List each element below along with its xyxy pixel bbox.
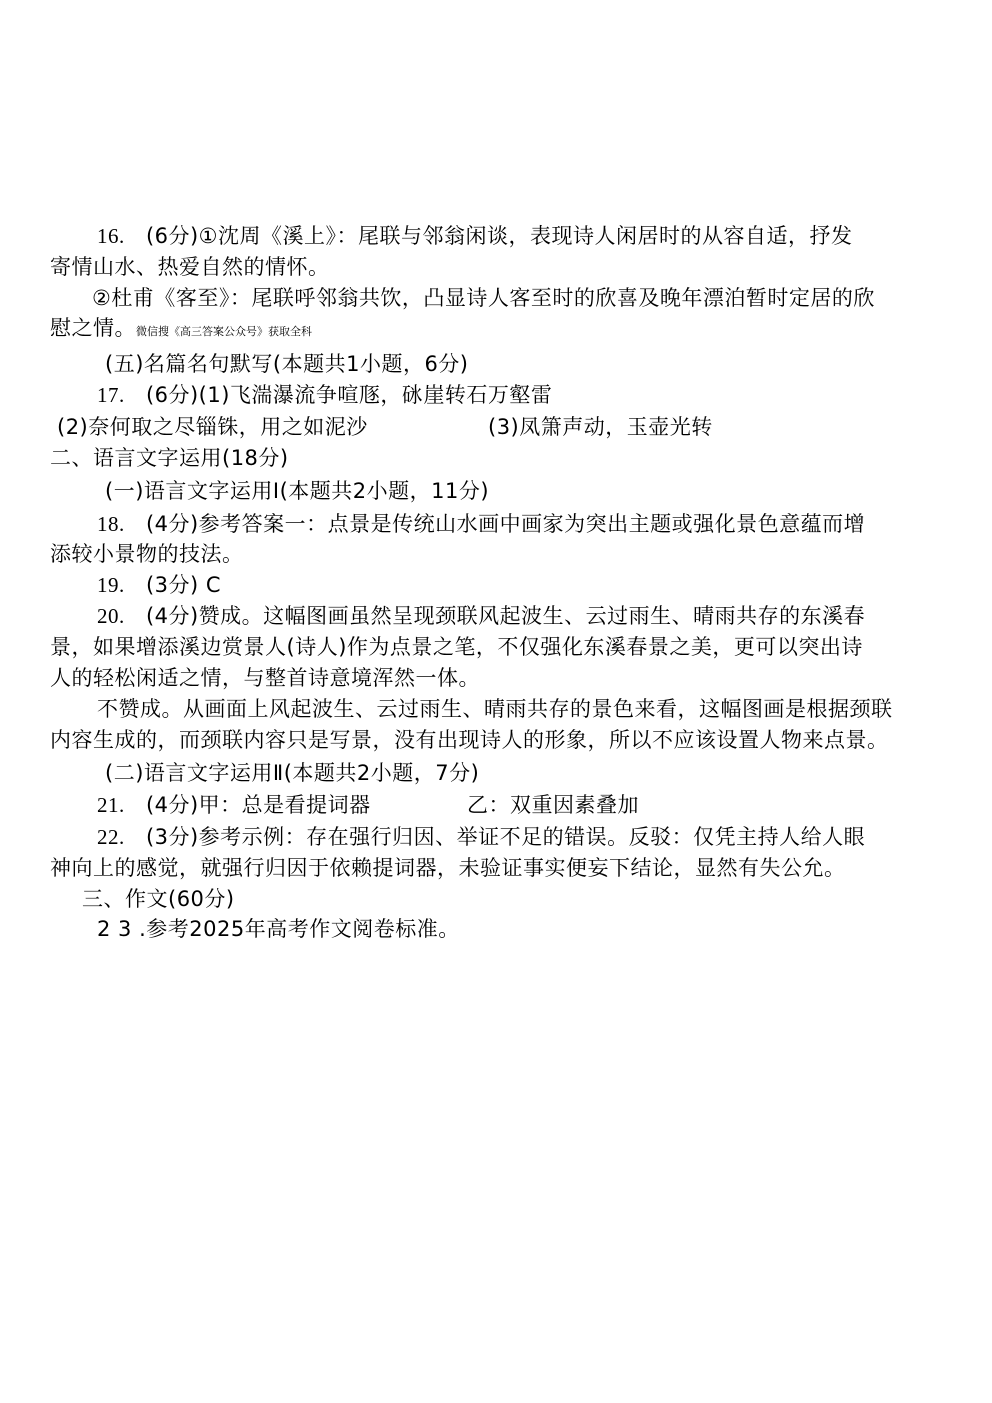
part-2-sub-2: (二)语言文字运用Ⅱ(本题共2小题，7分): [105, 761, 480, 785]
q16-text: (6分)①沈周《溪上》：尾联与邻翁闲谈，表现诗人闲居时的从容自适，抒发: [145, 224, 853, 248]
q16-number: 16.: [97, 224, 125, 248]
q20-line-5: 内容生成的，而颈联内容只是写景，没有出现诗人的形象，所以不应该设置人物来点景。: [50, 728, 889, 752]
q18-line-2: 添较小景物的技法。: [50, 542, 244, 566]
q17-text: (6分)(1)飞湍瀑流争喧豗，砯崖转石万壑雷: [145, 383, 553, 407]
q20-number: 20.: [97, 604, 125, 628]
watermark-note: 微信搜《高三答案公众号》获取全科: [136, 325, 312, 338]
part-2-sub-1: (一)语言文字运用Ⅰ(本题共2小题，11分): [105, 479, 490, 503]
q22-number: 22.: [97, 825, 125, 849]
q16-line-1: [97, 222, 853, 250]
q18-text: (4分)参考答案一：点景是传统山水画中画家为突出主题或强化景色意蕴而增: [145, 512, 866, 536]
q22-line-2: 神向上的感觉，就强行归因于依赖提词器，未验证事实便妄下结论，显然有失公允。: [50, 856, 846, 880]
part-2-heading: 二、语言文字运用(18分): [50, 446, 289, 470]
q22-line-1: [97, 823, 865, 851]
q16-line-2: 寄情山水、热爱自然的情怀。: [50, 255, 330, 279]
q21-line-1: [97, 791, 371, 819]
q23-line: 2 3 .参考2025年高考作文阅卷标准。: [97, 917, 460, 941]
q16-line-4-text: 慰之情。: [50, 316, 136, 340]
q21-text: (4分)甲：总是看提词器: [145, 793, 371, 817]
part-3-heading: 三、作文(60分): [82, 887, 235, 911]
q19-text: (3分) C: [145, 573, 222, 597]
q18-line-1: [97, 510, 865, 538]
q17-line-1: [97, 381, 552, 409]
q16-line-4: [50, 314, 312, 346]
q19-line-1: [97, 571, 221, 599]
section-5-heading: (五)名篇名句默写(本题共1小题，6分): [105, 352, 469, 376]
q21-number: 21.: [97, 793, 125, 817]
q20-text: (4分)赞成。这幅图画虽然呈现颈联风起波生、云过雨生、晴雨共存的东溪春: [145, 604, 866, 628]
q19-number: 19.: [97, 573, 125, 597]
q17-number: 17.: [97, 383, 125, 407]
q21-answer-b: 乙：双重因素叠加: [467, 793, 639, 817]
q22-text: (3分)参考示例：存在强行归因、举证不足的错误。反驳：仅凭主持人给人眼: [145, 825, 866, 849]
q17-line-2a: (2)奈何取之尽锱铢，用之如泥沙: [57, 415, 368, 439]
q20-line-1: [97, 602, 865, 630]
q20-line-2: 景，如果增添溪边赏景人(诗人)作为点景之笔，不仅强化东溪春景之美，更可以突出诗: [50, 635, 863, 659]
q17-line-2b: (3)凤箫声动，玉壶光转: [488, 415, 713, 439]
q18-number: 18.: [97, 512, 125, 536]
q20-line-3: 人的轻松闲适之情，与整首诗意境浑然一体。: [50, 666, 480, 690]
q20-line-4: 不赞成。从画面上风起波生、云过雨生、晴雨共存的景色来看，这幅图画是根据颈联: [97, 697, 893, 721]
q16-line-3: ②杜甫《客至》：尾联呼邻翁共饮，凸显诗人客至时的欣喜及晚年漂泊暂时定居的欣: [92, 286, 875, 310]
